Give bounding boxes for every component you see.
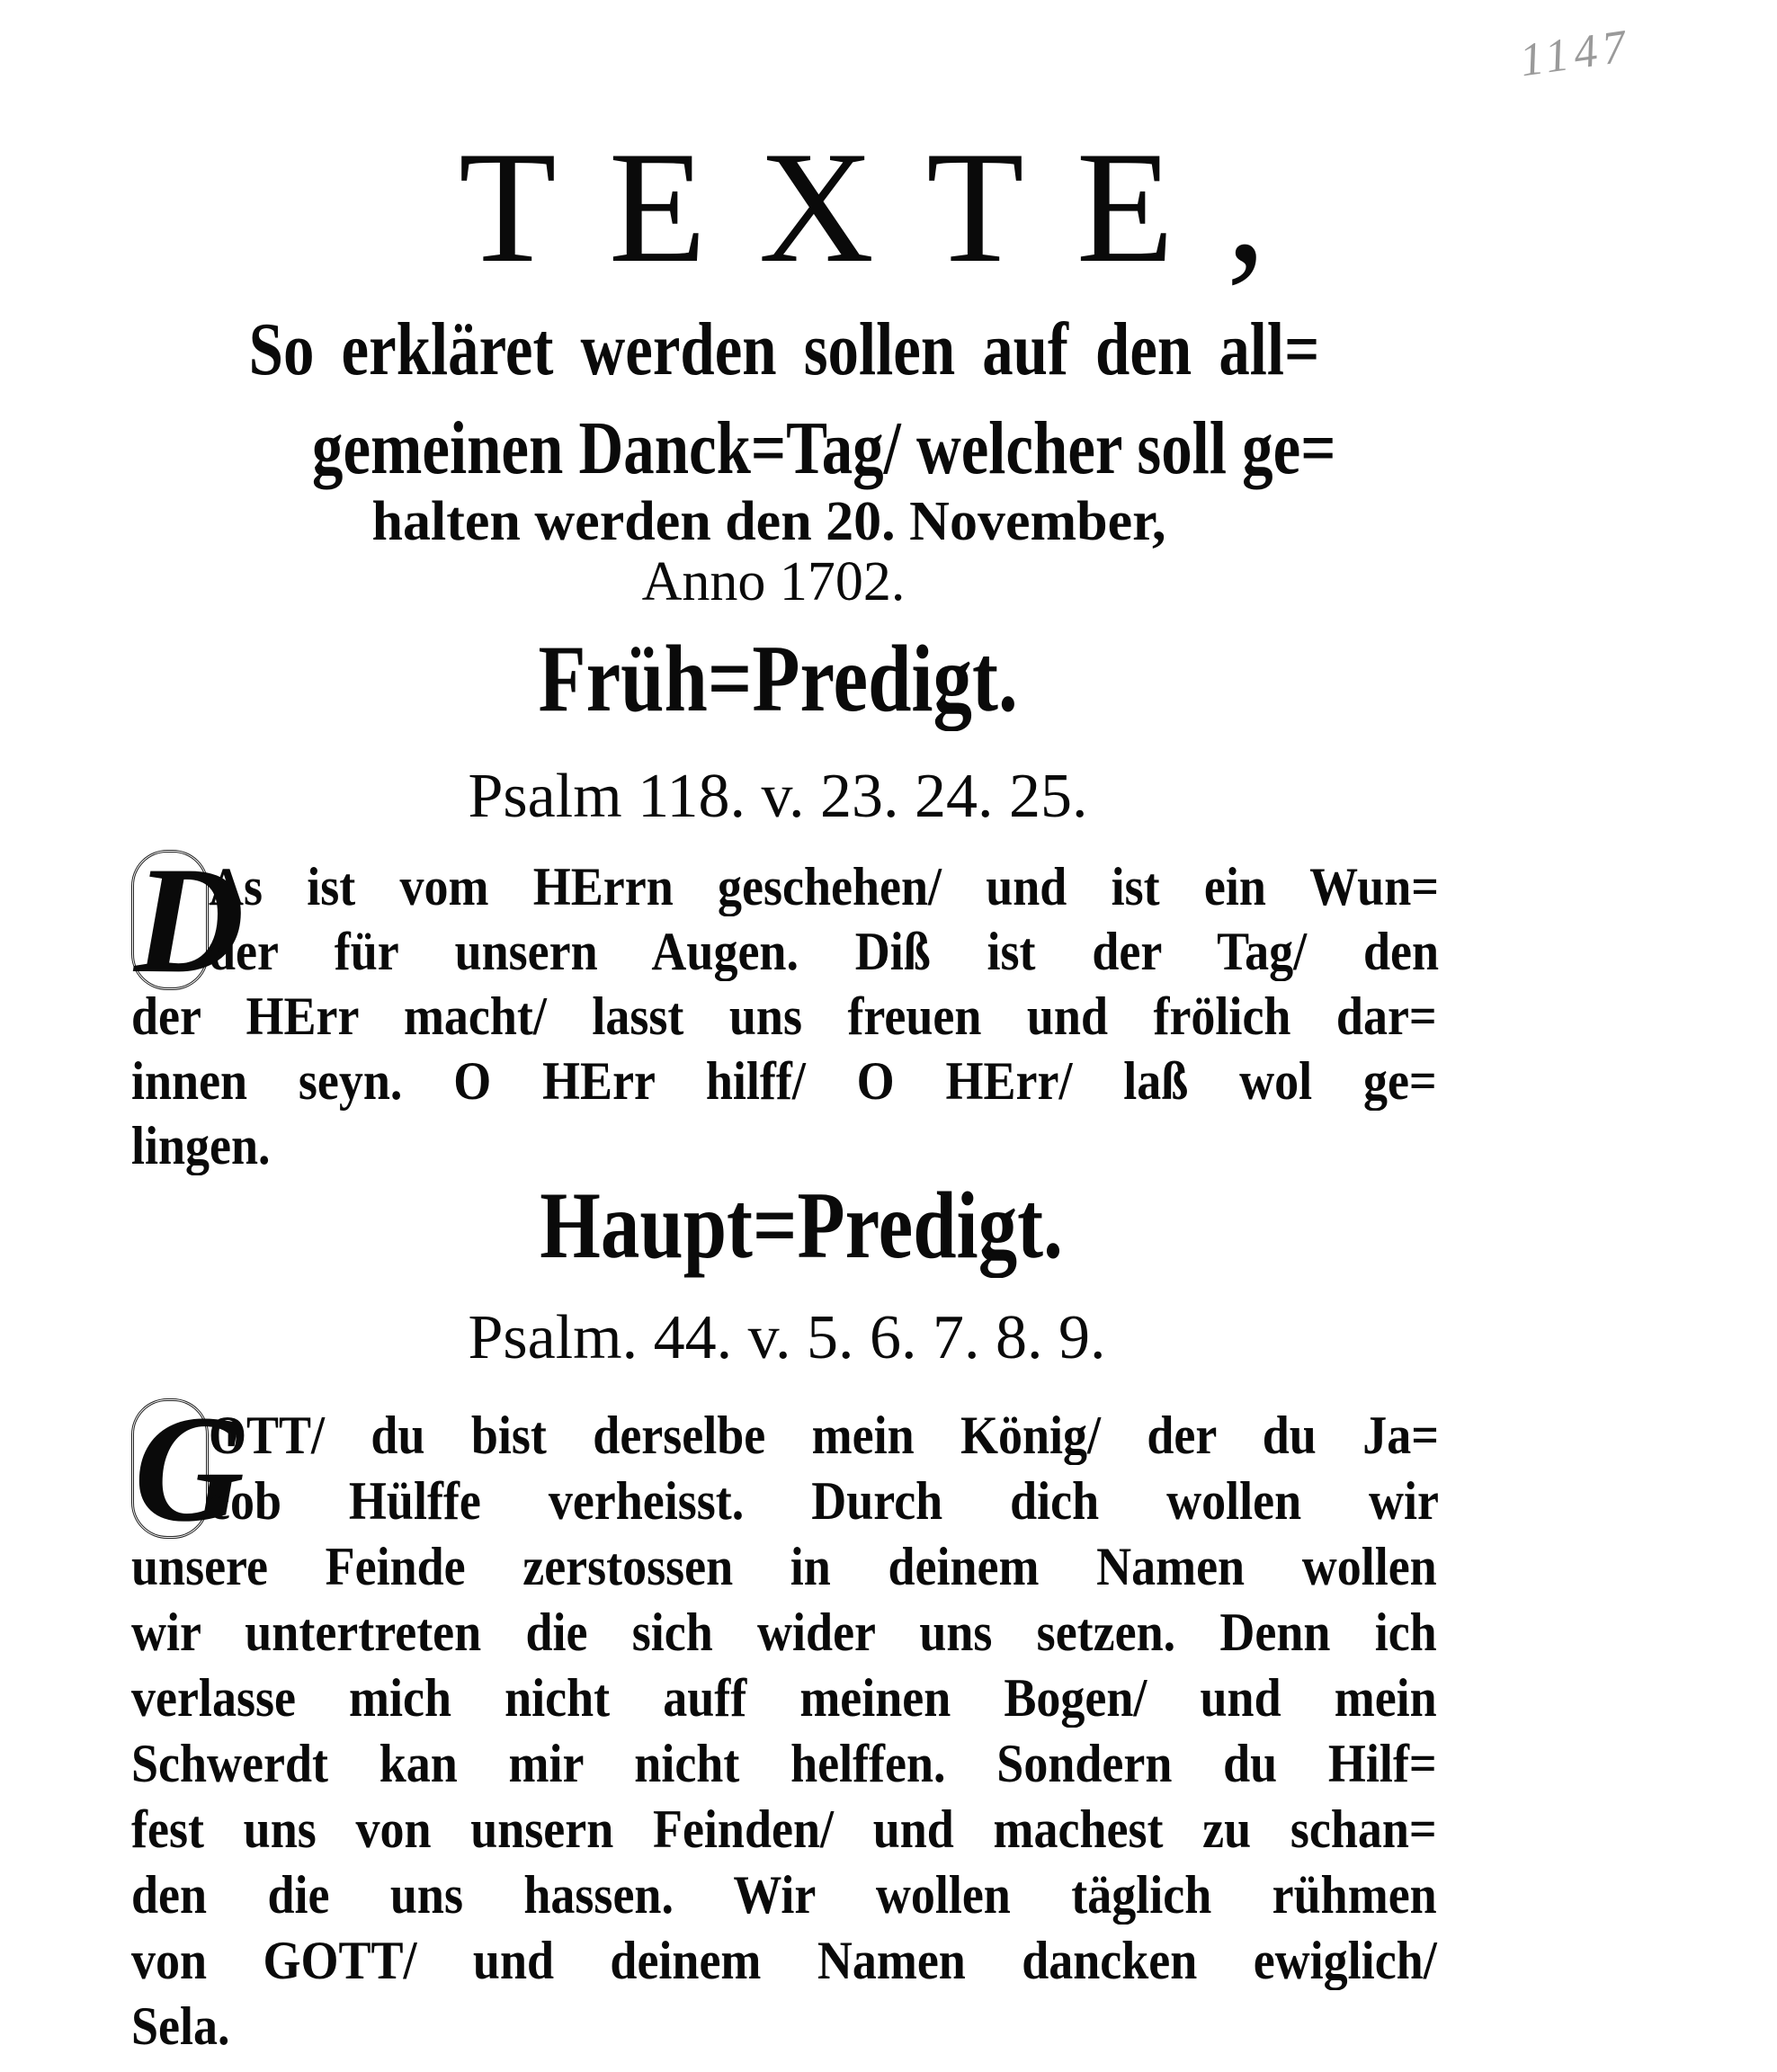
body-text-line [131, 1113, 1437, 1178]
body-text-line [131, 1600, 1437, 1665]
body-text-line [209, 1469, 1439, 1533]
subtitle-line: So erkläret werden sollen auf den all= [248, 308, 1320, 391]
section-heading-haupt-predigt: Haupt=Predigt. [540, 1173, 1063, 1278]
body-text-line [209, 1403, 1439, 1468]
body-text-line [131, 984, 1437, 1049]
body-text-line [131, 1534, 1437, 1599]
body-text: lingen. [131, 1116, 271, 1175]
subtitle-date: Anno 1702. [641, 551, 906, 612]
body-text: innen seyn. O HErr hilff/ O HErr/ laß wol ge= [131, 1051, 1437, 1111]
body-text: unsere Feinde zerstossen in deinem Namen wollen [131, 1537, 1437, 1596]
drop-cap-ornament: D [131, 850, 209, 990]
body-text-line [209, 919, 1439, 984]
body-text-line [209, 854, 1439, 919]
body-text-line [131, 1049, 1437, 1113]
pencil-annotation: 1147 [1516, 20, 1635, 87]
body-text: fest uns von unsern Feinden/ und machest zu schan= [131, 1800, 1437, 1859]
scripture-reference: Psalm. 44. v. 5. 6. 7. 8. 9. [468, 1303, 1106, 1372]
body-text: von GOTT/ und deinem Namen dancken ewiglich/ [131, 1931, 1437, 1990]
scripture-reference: Psalm 118. v. 23. 24. 25. [468, 762, 1088, 831]
body-text: cob Hülffe verheisst. Durch dich wollen wir [209, 1471, 1439, 1531]
body-text: Schwerdt kan mir nicht helffen. Sondern du Hilf= [131, 1734, 1437, 1793]
drop-cap-ornament: G [131, 1398, 209, 1539]
body-text: OTT/ du bist derselbe mein König/ der du Ja= [209, 1406, 1439, 1465]
body-text-line [131, 1731, 1437, 1796]
body-text: verlasse mich nicht auff meinen Bogen/ und mein [131, 1668, 1437, 1728]
body-text: den die uns hassen. Wir wollen täglich rühmen [131, 1865, 1437, 1925]
body-text: wir untertreten die sich wider uns setzen. Denn ich [131, 1603, 1437, 1662]
body-text-line [131, 1797, 1437, 1862]
subtitle-line: gemeinen Danck=Tag/ welcher soll ge= [312, 406, 1336, 490]
body-text-line [131, 1928, 1437, 1993]
section-heading-frueh-predigt: Früh=Predigt. [538, 626, 1018, 731]
subtitle-line: halten werden den 20. November, [371, 491, 1166, 552]
body-text: As ist vom HErrn geschehen/ und ist ein Wun= [209, 857, 1439, 916]
body-text-line [131, 1862, 1437, 1927]
body-text-line [131, 1994, 1437, 2059]
body-text: Sela. [131, 1996, 230, 2056]
document-title: TEXTE, [459, 118, 1318, 296]
body-text: der für unsern Augen. Diß ist der Tag/ den [209, 922, 1439, 981]
body-text-line [131, 1666, 1437, 1730]
body-text: der HErr macht/ lasst uns freuen und frölich dar= [131, 987, 1437, 1046]
